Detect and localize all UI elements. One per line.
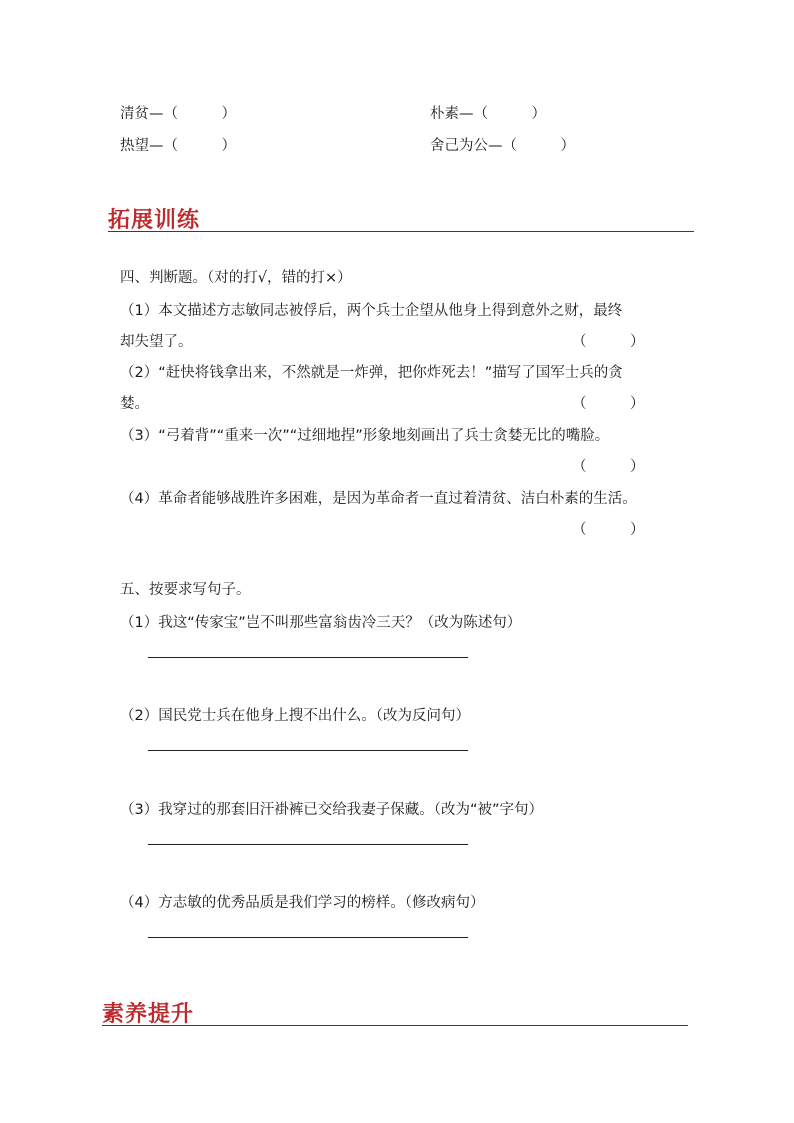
section-title-expand: 拓展训练 [108, 207, 201, 233]
judge-item-4-answer[interactable]: （ ） [572, 522, 645, 538]
section-rule-literacy [102, 1025, 688, 1026]
judge-item-2-line1: （2）“赶快将钱拿出来，不然就是一炸弹，把你炸死去！”描写了国军士兵的贪 [120, 365, 623, 381]
judge-item-1-answer[interactable]: （ ） [572, 334, 645, 350]
rewrite-heading: 五、按要求写句子。 [120, 582, 251, 598]
judge-item-3-line1: （3）“弓着背”“重来一次”“过细地捏”形象地刻画出了兵士贪婪无比的嘴脸。 [120, 428, 610, 444]
judge-item-1-line1: （1）本文描述方志敏同志被俘后，两个兵士企望从他身上得到意外之财，最终 [120, 303, 623, 319]
rewrite-item-2: （2）国民党士兵在他身上搜不出什么。（改为反问句） [120, 708, 470, 724]
rewrite-answer-line-4[interactable] [148, 937, 468, 938]
rewrite-answer-line-2[interactable] [148, 750, 468, 751]
rewrite-item-1: （1）我这“传家宝”岂不叫那些富翁齿冷三天？（改为陈述句） [120, 615, 522, 631]
vocab-row1-left: 清贫—（ ） [120, 106, 236, 122]
judge-item-1-line2: 却失望了。 [120, 334, 193, 350]
judge-item-4-line1: （4）革命者能够战胜许多困难，是因为革命者一直过着清贫、洁白朴素的生活。 [120, 491, 637, 507]
rewrite-answer-line-3[interactable] [148, 844, 468, 845]
section-rule-expand [108, 231, 694, 232]
rewrite-answer-line-1[interactable] [148, 657, 468, 658]
judge-item-2-line2: 婪。 [120, 396, 149, 412]
judge-heading: 四、判断题。（对的打√，错的打×） [120, 270, 352, 286]
judge-item-2-answer[interactable]: （ ） [572, 396, 645, 412]
vocab-row2-right: 舍己为公—（ ） [430, 138, 575, 154]
section-title-literacy: 素养提升 [102, 1001, 195, 1027]
judge-item-3-answer[interactable]: （ ） [572, 459, 645, 475]
vocab-row2-left: 热望—（ ） [120, 138, 236, 154]
rewrite-item-3: （3）我穿过的那套旧汗褂裤已交给我妻子保藏。（改为“被”字句） [120, 802, 543, 818]
rewrite-item-4: （4）方志敏的优秀品质是我们学习的榜样。（修改病句） [120, 895, 485, 911]
vocab-row1-right: 朴素—（ ） [430, 106, 546, 122]
